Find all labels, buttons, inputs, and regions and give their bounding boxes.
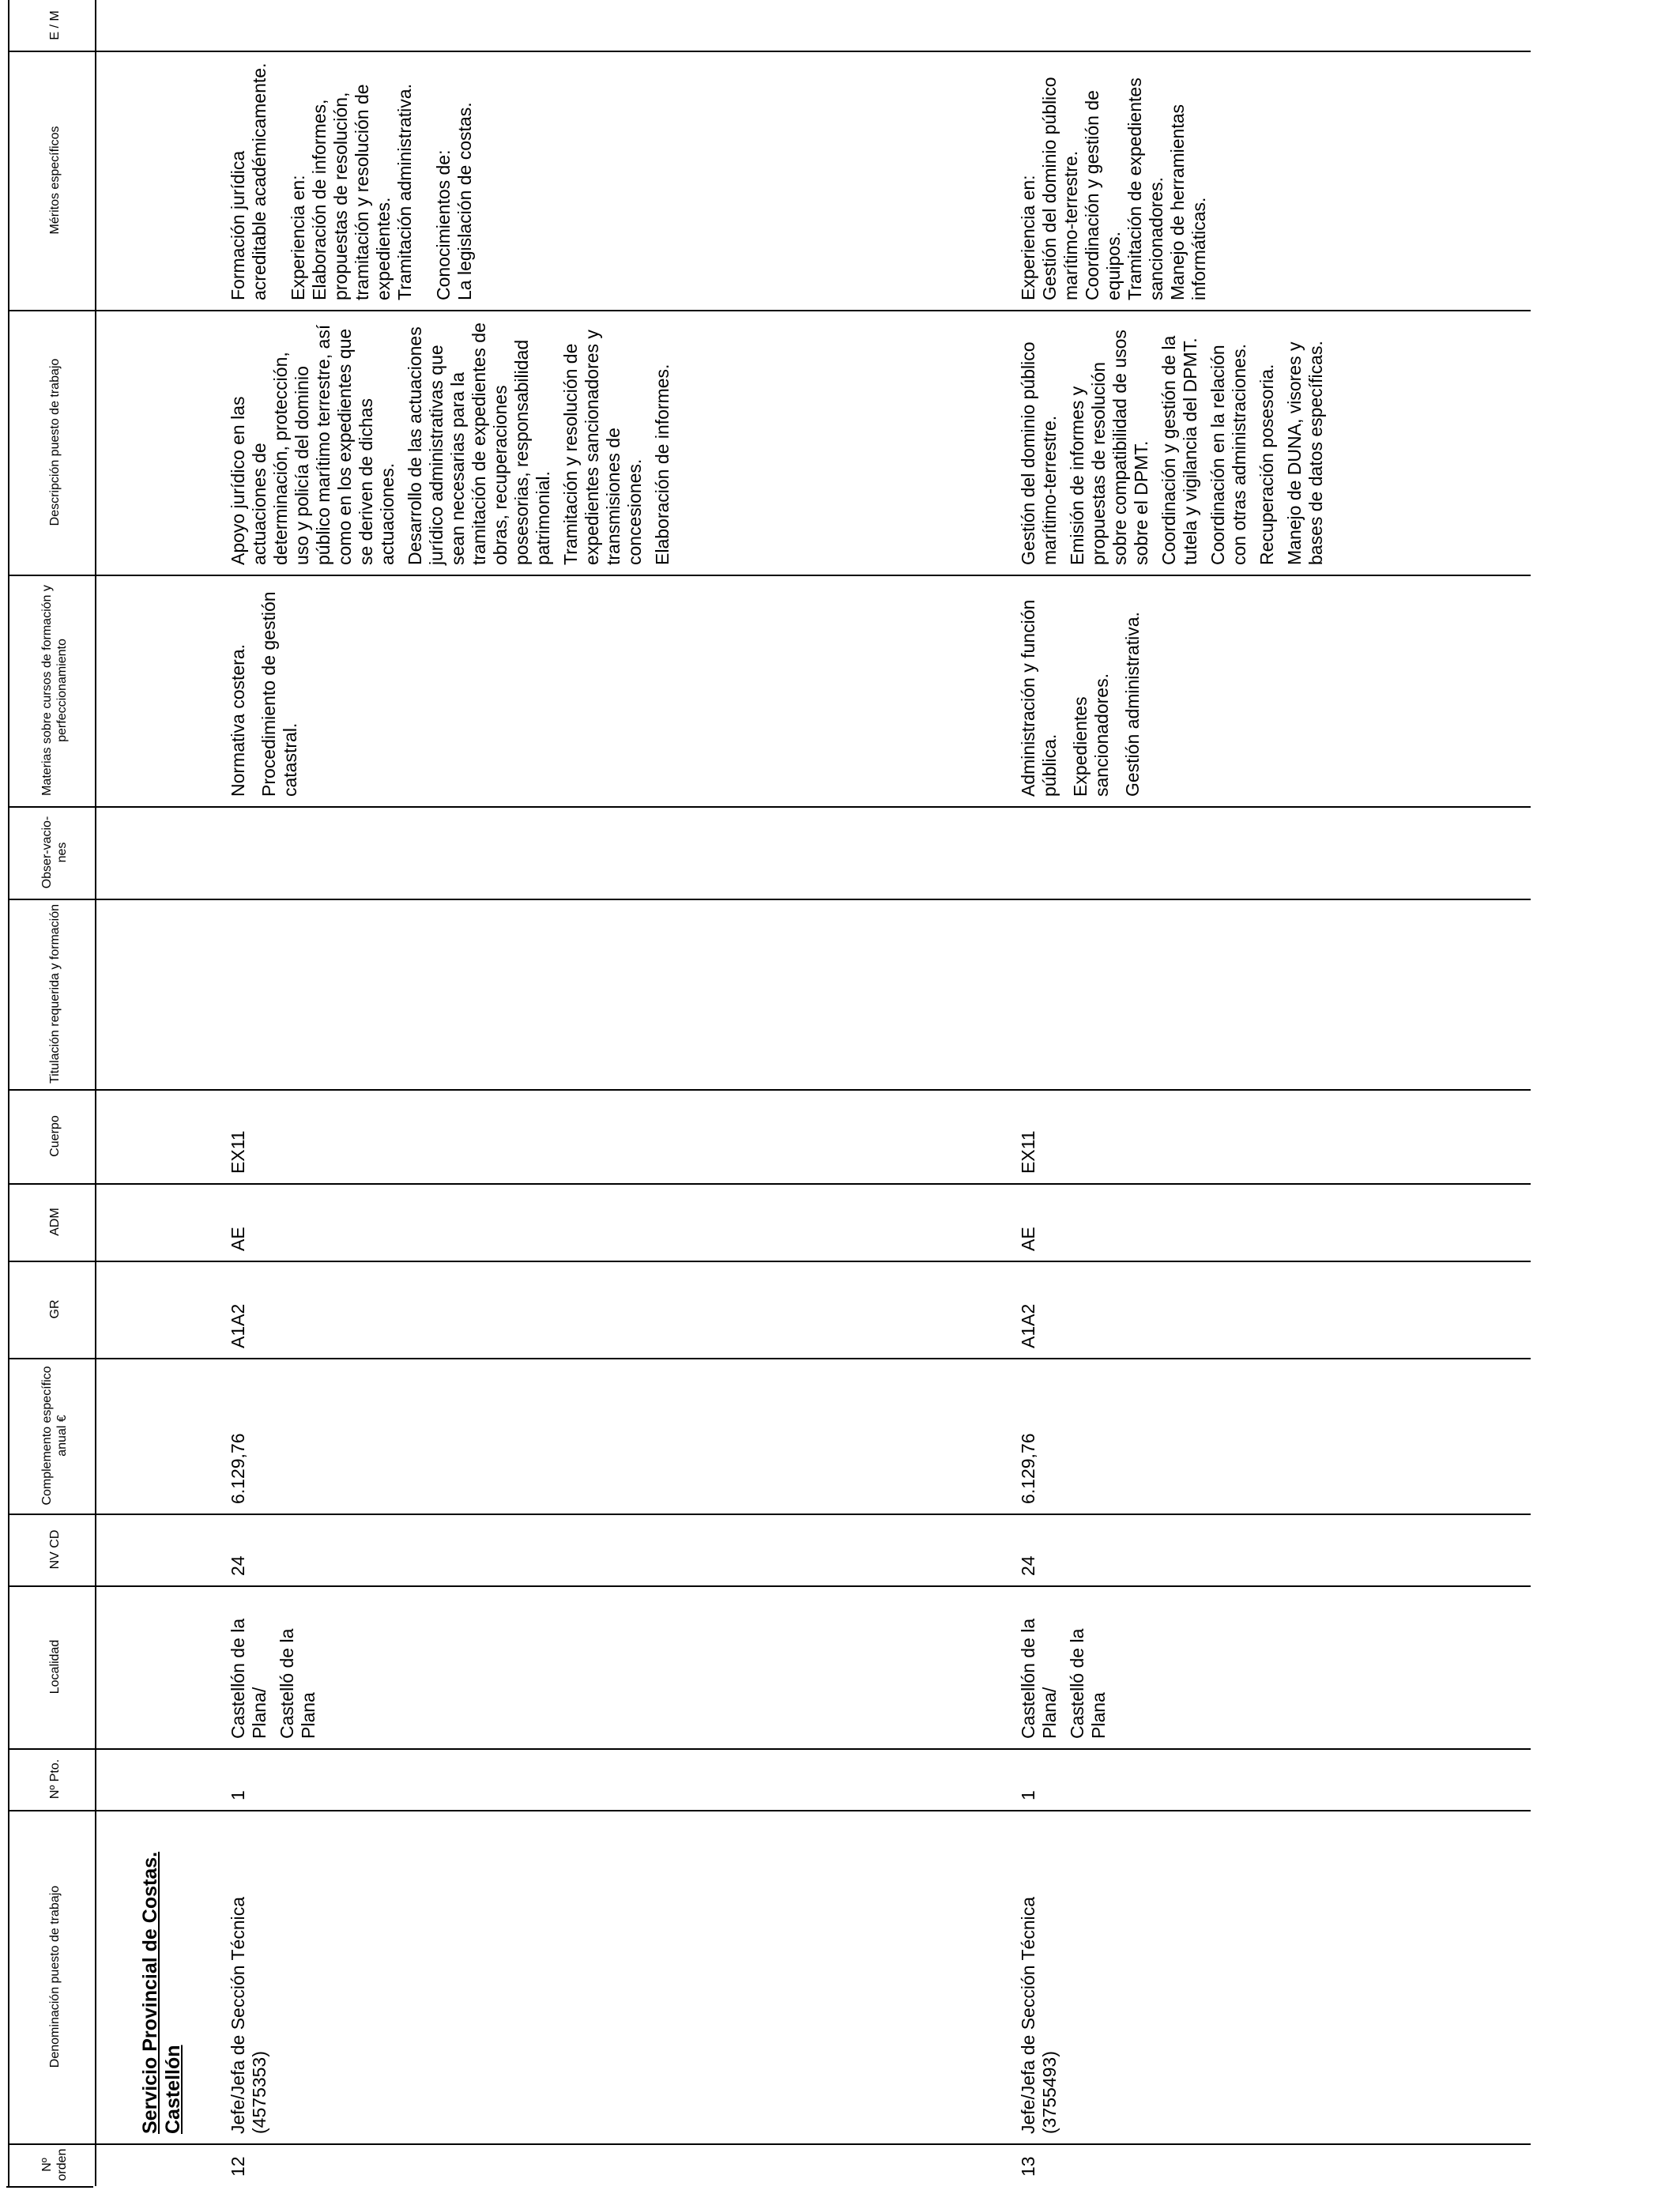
- localidad-line: Castelló de la Plana: [1067, 1628, 1109, 1739]
- materias-line: Administración y función pública.: [1018, 599, 1060, 797]
- row-13-denominacion: Jefe/Jefa de Sección Técnica (3755493): [1018, 1896, 1060, 2134]
- header-em: E / M: [47, 10, 62, 40]
- row-13-nvcd: 24: [1018, 1555, 1038, 1576]
- column-border: [8, 1585, 1531, 1587]
- column-border: [8, 1183, 1531, 1185]
- header-adm: ADM: [47, 1208, 62, 1236]
- descripcion-line: Manejo de DUNA, visores y bases de datos específicas.: [1284, 341, 1326, 565]
- row-12-materias: [228, 584, 585, 797]
- descripcion-line: Coordinación en la relación con otras administraciones.: [1207, 344, 1249, 565]
- meritos-block: [1018, 60, 1210, 300]
- header-npto: Nº Pto.: [47, 1759, 62, 1800]
- column-border: [8, 310, 1531, 311]
- row-12-adm: AE: [228, 1227, 248, 1251]
- header-nvcd: NV CD: [47, 1529, 62, 1570]
- column-border: [8, 806, 1531, 808]
- table-left-border: [8, 0, 9, 2186]
- descripcion-line: Recuperación posesoria.: [1256, 364, 1277, 565]
- header-gr: GR: [47, 1299, 62, 1319]
- column-border: [8, 1358, 1531, 1359]
- row-12-descripcion: [228, 319, 672, 565]
- row-12-nvcd: 24: [228, 1555, 248, 1576]
- materias-line: Normativa costera.: [228, 643, 248, 797]
- header-denominacion: Denominación puesto de trabajo: [47, 1885, 62, 2068]
- header-observaciones: Obser-vacio-nes: [40, 816, 69, 889]
- header-titulacion: Titulación requerida y formación: [47, 903, 62, 1084]
- descripcion-line: Elaboración de informes.: [652, 364, 672, 565]
- meritos-line: Experiencia en:: [288, 175, 308, 300]
- column-border: [8, 899, 1531, 900]
- row-13-complemento: 6.129,76: [1018, 1433, 1038, 1504]
- meritos-line: La legislación de costas.: [454, 102, 475, 300]
- column-border: [8, 2143, 1531, 2145]
- column-border: [8, 1748, 1531, 1750]
- header-complemento: Complemento específico anual €: [40, 1366, 69, 1506]
- descripcion-line: Coordinación y gestión de la tutela y vigilancia del DPMT.: [1158, 335, 1200, 565]
- row-13-gr: A1A2: [1018, 1303, 1038, 1348]
- descripcion-line: Gestión del dominio público marítimo-terrestre.: [1018, 341, 1060, 565]
- row-13-descripcion: [1018, 319, 1525, 565]
- meritos-line: Conocimientos de:: [433, 149, 454, 300]
- column-border: [8, 575, 1531, 576]
- row-13-materias: [1018, 584, 1525, 797]
- header-materias: Materias sobre cursos de formación y perfeccionamiento: [40, 585, 69, 796]
- header-meritos: Méritos específicos: [47, 126, 62, 235]
- meritos-block: [433, 60, 476, 300]
- row-12-localidad: [228, 1595, 585, 1739]
- table-bottom-border: [6, 2186, 93, 2188]
- meritos-line: Elaboración de informes, propuestas de resolución, tramitación y resolución de expedientes.: [309, 84, 394, 300]
- row-12-complemento: 6.129,76: [228, 1433, 248, 1504]
- meritos-line: Manejo de herramientas informáticas.: [1167, 104, 1209, 300]
- header-descripcion: Descripción puesto de trabajo: [47, 358, 62, 526]
- header-orden: Nº orden: [40, 2148, 69, 2181]
- meritos-line: Experiencia en:: [1018, 175, 1038, 300]
- localidad-line: Castellón de la Plana/: [1018, 1618, 1060, 1739]
- descripcion-line: Desarrollo de las actuaciones jurídico administrativas que sean necesarias para la tramitación de expedientes de obras, recuperaciones posesorias, responsabilidad patrimonial.: [405, 322, 553, 565]
- meritos-line: Formación jurídica acreditable académicamente.: [228, 62, 269, 300]
- row-12-npto: 1: [228, 1790, 248, 1800]
- localidad-line: Castellón de la Plana/: [228, 1618, 269, 1739]
- row-12-denominacion: Jefe/Jefa de Sección Técnica (4575353): [228, 1896, 269, 2134]
- row-12-gr: A1A2: [228, 1303, 248, 1348]
- row-13-localidad: [1018, 1595, 1525, 1739]
- row-13-npto: 1: [1018, 1790, 1038, 1800]
- row-13-orden: 13: [1018, 2156, 1038, 2177]
- row-13-adm: AE: [1018, 1227, 1038, 1251]
- column-border: [8, 1810, 1531, 1811]
- descripcion-line: Tramitación y resolución de expedientes sancionadores y transmisiones de concesiones.: [560, 330, 645, 565]
- meritos-block: [288, 60, 416, 300]
- row-12-orden: 12: [228, 2156, 248, 2177]
- section-title: Servicio Provincial de Costas. Castellón: [139, 1851, 184, 2134]
- header-divider: [95, 0, 96, 2186]
- meritos-line: Tramitación de expedientes sancionadores.: [1124, 77, 1166, 300]
- row-13-cuerpo: EX11: [1018, 1130, 1038, 1174]
- column-border: [8, 1514, 1531, 1515]
- header-cuerpo: Cuerpo: [47, 1115, 62, 1157]
- column-border: [8, 1089, 1531, 1091]
- header-localidad: Localidad: [47, 1639, 62, 1695]
- meritos-line: Coordinación y gestión de equipos.: [1082, 90, 1124, 300]
- localidad-line: Castelló de la Plana: [277, 1628, 318, 1739]
- column-border: [8, 51, 1531, 52]
- materias-line: Expedientes sancionadores.: [1070, 673, 1112, 797]
- materias-line: Gestión administrativa.: [1122, 612, 1143, 797]
- row-12-meritos: [228, 60, 585, 300]
- meritos-line: Gestión del dominio público marítimo-terrestre.: [1039, 77, 1081, 300]
- row-13-meritos: [1018, 60, 1525, 300]
- meritos-line: Tramitación administrativa.: [394, 84, 415, 300]
- materias-line: Procedimiento de gestión catastral.: [258, 591, 300, 797]
- descripcion-line: Apoyo jurídico en las actuaciones de determinación, protección, uso y policía del dominio público marítimo terrestre, así como en los expedientes que se deriven de dichas actuaciones.: [228, 324, 397, 565]
- meritos-block: [228, 60, 270, 300]
- column-border: [8, 1261, 1531, 1262]
- descripcion-line: Emisión de informes y propuestas de resolución sobre compatibilidad de usos sobre el DPMT.: [1067, 330, 1151, 565]
- row-12-cuerpo: EX11: [228, 1130, 248, 1174]
